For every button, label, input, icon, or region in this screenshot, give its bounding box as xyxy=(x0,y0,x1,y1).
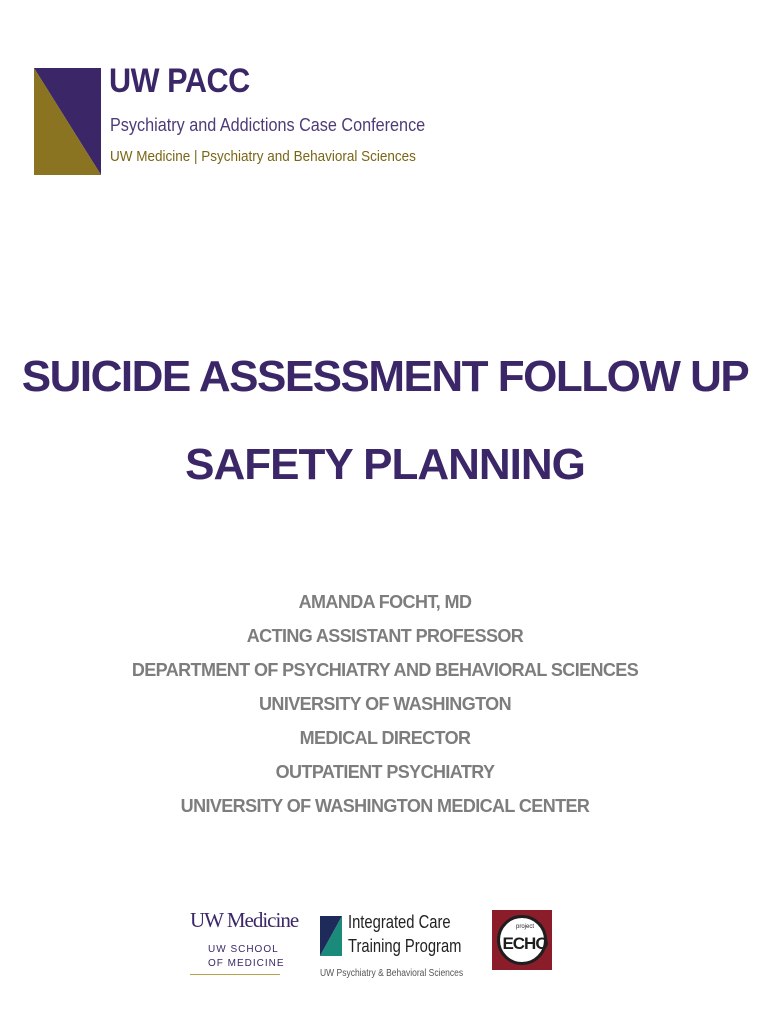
header-affiliation: UW Medicine | Psychiatry and Behavioral Sciences xyxy=(110,148,416,165)
echo-project-label: project xyxy=(515,924,534,930)
uw-school-of-medicine xyxy=(208,943,285,971)
echo-label: ECHO xyxy=(502,934,548,953)
echo-ring-icon xyxy=(497,915,547,965)
integrated-care-line-2: Training Program xyxy=(348,936,462,956)
presenter-line: OUTPATIENT PSYCHIATRY xyxy=(275,762,495,782)
presenter-line: ACTING ASSISTANT PROFESSOR xyxy=(246,626,524,646)
presenter-block xyxy=(0,590,770,828)
integrated-care-logo xyxy=(320,912,464,984)
presenter-name: AMANDA FOCHT, MD xyxy=(298,592,472,612)
uw-school-line-1: UW SCHOOL xyxy=(208,944,279,955)
integrated-care-line-1: Integrated Care xyxy=(348,912,451,932)
integrated-care-sub: UW Psychiatry & Behavioral Sciences xyxy=(320,968,464,979)
integrated-care-mark-icon xyxy=(320,916,342,956)
main-title-line-2: SAFETY PLANNING xyxy=(185,440,585,489)
presenter-line: MEDICAL DIRECTOR xyxy=(299,728,471,748)
project-echo-logo xyxy=(492,910,552,970)
header-subtitle: Psychiatry and Addictions Case Conference xyxy=(110,115,426,135)
presenter-line: DEPARTMENT OF PSYCHIATRY AND BEHAVIORAL SCIENCES xyxy=(131,660,639,680)
uw-medicine-logo xyxy=(190,908,299,976)
main-title-line-1: SUICIDE ASSESSMENT FOLLOW UP xyxy=(21,352,749,401)
uw-medicine-rule xyxy=(190,974,280,975)
header-title: UW PACC xyxy=(109,62,250,100)
uw-medicine-name: UW Medicine xyxy=(190,908,299,932)
presenter-line: UNIVERSITY OF WASHINGTON MEDICAL CENTER xyxy=(180,796,590,816)
uw-school-line-2: OF MEDICINE xyxy=(208,958,285,969)
uw-pacc-logo-icon xyxy=(34,68,101,175)
presenter-line: UNIVERSITY OF WASHINGTON xyxy=(259,694,511,714)
